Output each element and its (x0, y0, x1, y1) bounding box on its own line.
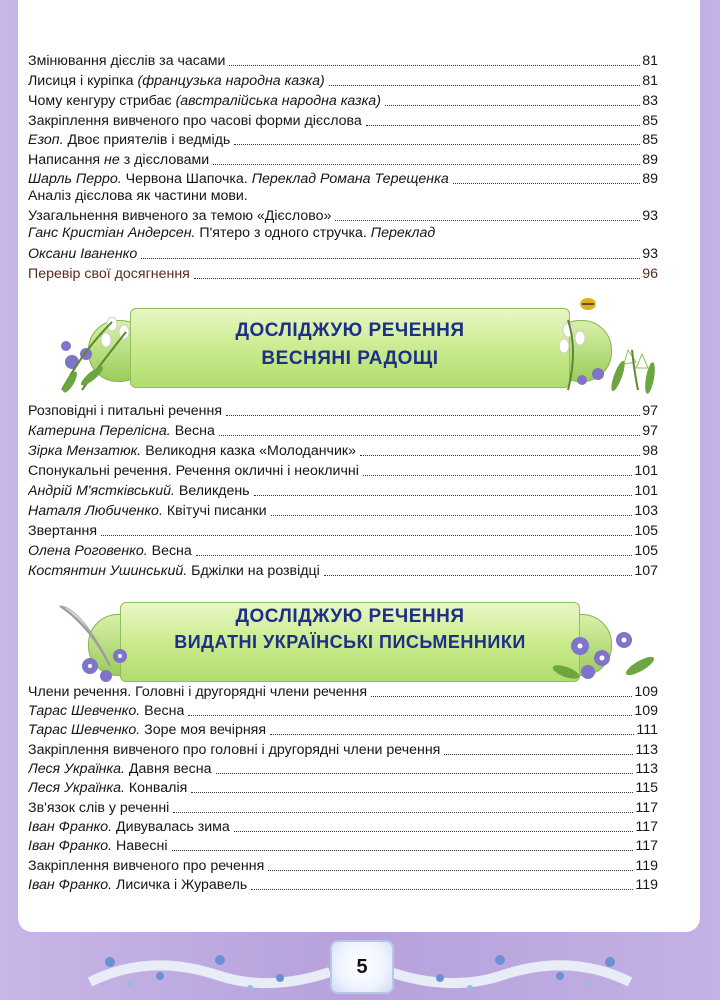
page-ref: 81 (642, 53, 658, 69)
toc-row[interactable]: Змінювання дієслів за часами 81 (28, 53, 658, 69)
page-ref: 85 (642, 132, 658, 148)
banner-title: ДОСЛІДЖУЮ РЕЧЕННЯ (235, 606, 465, 627)
toc-row[interactable]: Катерина Перелісна. Весна 97 (28, 423, 658, 439)
toc-row[interactable]: Узагальнення вивченого за темою «Дієслово» 93 (28, 208, 658, 224)
page-ref: 101 (634, 463, 658, 479)
page-ref: 119 (635, 858, 658, 874)
flower-decoration-icon (540, 596, 660, 688)
page-ref: 117 (635, 838, 658, 854)
toc-row[interactable]: Лисиця і курiпка (французька народна казка) 81 (28, 73, 658, 89)
page-ref: 98 (642, 443, 658, 459)
page-ref: 111 (636, 722, 658, 738)
page-ref: 117 (635, 800, 658, 816)
page-ref: 96 (642, 266, 658, 282)
page-ref: 107 (634, 563, 658, 579)
toc-row[interactable]: Тарас Шевченко. Весна 109 (28, 703, 658, 719)
toc-row[interactable]: Розповідні і питальні речення 97 (28, 403, 658, 419)
banner-title: ДОСЛІДЖУЮ РЕЧЕННЯ (235, 320, 465, 341)
section-banner (50, 596, 650, 688)
toc-row[interactable]: Зірка Мензатюк. Великодня казка «Молоданчик» 98 (28, 443, 658, 459)
page-ref: 105 (634, 523, 658, 539)
toc-row[interactable]: Оксани Іваненко 93 (28, 246, 658, 262)
page-ref: 97 (642, 423, 658, 439)
page-ref: 113 (635, 742, 658, 758)
page-ref: 113 (635, 761, 658, 777)
toc-row[interactable]: Іван Франко. Навесні 117 (28, 838, 658, 854)
toc-row[interactable]: Члени речення. Головні і другорядні члени речення 109 (28, 684, 658, 700)
toc-row[interactable]: Олена Роговенко. Весна 105 (28, 543, 658, 559)
page-ref: 103 (634, 503, 658, 519)
page-ref: 97 (642, 403, 658, 419)
toc-row[interactable]: Тарас Шевченко. Зоре моя вечірняя 111 (28, 722, 658, 738)
toc-row[interactable]: Зв'язок слів у реченні 117 (28, 800, 658, 816)
toc-row[interactable]: Закріплення вивченого про часові форми дієслова 85 (28, 113, 658, 129)
page-ref: 109 (634, 684, 658, 700)
toc-row[interactable]: Спонукальні речення. Речення окличні і неокличні 101 (28, 463, 658, 479)
page-ref: 105 (634, 543, 658, 559)
toc-row[interactable]: Написання не з дієсловами 89 (28, 152, 658, 168)
page-ref: 115 (635, 780, 658, 796)
flower-decoration-icon (42, 302, 162, 394)
banner-subtitle: ВЕСНЯНІ РАДОЩІ (261, 348, 439, 369)
flower-decoration-icon (538, 290, 668, 394)
quill-flower-decoration-icon (50, 596, 160, 688)
page-ref: 85 (642, 113, 658, 129)
page-ref: 93 (642, 246, 658, 262)
page-ref: 119 (635, 877, 658, 893)
toc-row[interactable]: Андрій М'ястківський. Великдень 101 (28, 483, 658, 499)
toc-row[interactable]: Звертання 105 (28, 523, 658, 539)
toc-row[interactable]: Леся Українка. Конвалія 115 (28, 780, 658, 796)
toc-row[interactable]: Перевір свої досягнення 96 (28, 266, 658, 282)
page-ref: 89 (642, 171, 658, 187)
page-ref: 93 (642, 208, 658, 224)
toc-row[interactable]: Іван Франко. Лисичка і Журавель 119 (28, 877, 658, 893)
toc-row[interactable]: Шарль Перро. Червона Шапочка. Переклад Романа Терещенка 89 (28, 171, 658, 187)
toc-row[interactable]: Костянтин Ушинський. Бджілки на розвідці 107 (28, 563, 658, 579)
page-number: 5 (330, 940, 394, 994)
page-ref: 109 (634, 703, 658, 719)
toc-row[interactable]: Наталя Любиченко. Квітучі писанки 103 (28, 503, 658, 519)
toc-row[interactable]: Закріплення вивченого про головні і другорядні члени речення 113 (28, 742, 658, 758)
page-ref: 117 (635, 819, 658, 835)
banner-subtitle: ВИДАТНІ УКРАЇНСЬКІ ПИСЬМЕННИКИ (174, 632, 526, 652)
toc-line: Ганс Кристіан Андерсен. П'ятеро з одного стручка. Переклад (28, 225, 436, 241)
page-ref: 81 (642, 73, 658, 89)
toc-row[interactable]: Закріплення вивченого про речення 119 (28, 858, 658, 874)
toc-row[interactable]: Іван Франко. Дивувалась зима 117 (28, 819, 658, 835)
page-ref: 101 (634, 483, 658, 499)
page-ref: 89 (642, 152, 658, 168)
page-ref: 83 (642, 93, 658, 109)
toc-row[interactable]: Леся Українка. Давня весна 113 (28, 761, 658, 777)
toc-line: Аналіз дієслова як частини мови. (28, 188, 248, 204)
toc-row[interactable]: Чому кенгуру стрибає (австралійська народна казка) 83 (28, 93, 658, 109)
section-banner (50, 302, 650, 394)
toc-row[interactable]: Езоп. Двоє приятелів і ведмідь 85 (28, 132, 658, 148)
